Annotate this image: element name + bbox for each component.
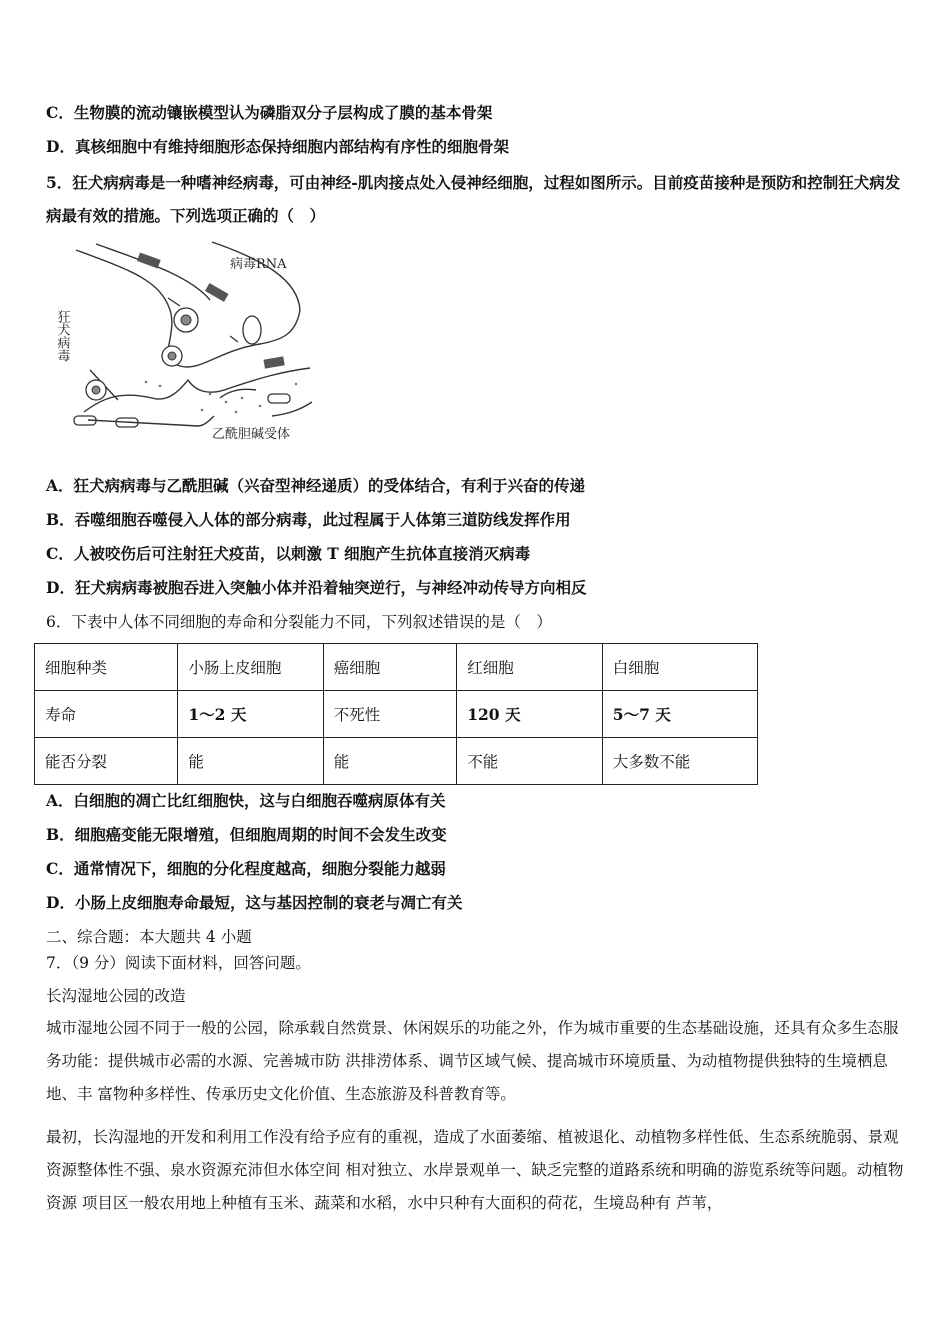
table-cell: 小肠上皮细胞 [178, 644, 323, 691]
q4-option-d: D．真核细胞中有维持细胞形态保持细胞内部结构有序性的细胞骨架 [46, 137, 509, 156]
q6-stem: 6．下表中人体不同细胞的寿命和分裂能力不同，下列叙述错误的是（ ） [46, 613, 552, 631]
table-cell: 能 [323, 738, 457, 785]
table-cell: 120 天 [457, 691, 603, 738]
q5-option-d: D．狂犬病病毒被胞吞进入突触小体并沿着轴突逆行，与神经冲动传导方向相反 [46, 578, 587, 597]
table-row [35, 644, 758, 691]
table-cell: 1～2 天 [178, 691, 323, 738]
section-heading: 二、综合题：本大题共 4 小题 [46, 928, 252, 946]
q6-option-c: C．通常情况下，细胞的分化程度越高，细胞分裂能力越弱 [46, 859, 446, 878]
q5-option-b: B．吞噬细胞吞噬侵入人体的部分病毒，此过程属于人体第三道防线发挥作用 [46, 510, 571, 529]
table-row [35, 738, 758, 785]
q5-option-c: C．人被咬伤后可注射狂犬疫苗，以刺激 T 细胞产生抗体直接消灭病毒 [46, 544, 531, 563]
table-cell: 寿命 [35, 691, 178, 738]
q6-option-d: D．小肠上皮细胞寿命最短，这与基因控制的衰老与凋亡有关 [46, 893, 463, 912]
q5-stem: 5．狂犬病病毒是一种嗜神经病毒，可由神经-肌肉接点处入侵神经细胞，过程如图所示。目前疫苗接种是预防和控制狂犬病发病最有效的措施。下列选项正确的（ ） [46, 173, 901, 225]
q7-stem: 7．（9 分）阅读下面材料，回答问题。 [46, 954, 311, 972]
article-paragraph-2: 最初，长沟湿地的开发和利用工作没有给予应有的重视，造成了水面萎缩、植被退化、动植物多样性低、生态系统脆弱、景观资源整体性不强、泉水资源充沛但水体空间 相对独立、水岸景观单一、缺乏完整的道路系统和明确的游览系统等问题。动植物资源 项目区一般农用地上种植有玉米、蔬菜和水稻，水中只种有大面积的荷花，生境岛种有 芦苇， [46, 1128, 904, 1212]
table-cell: 能 [178, 738, 323, 785]
table-cell: 大多数不能 [602, 738, 757, 785]
article-paragraph-1: 城市湿地公园不同于一般的公园，除承载自然赏景、休闲娱乐的功能之外，作为城市重要的生态基础设施，还具有众多生态服务功能：提供城市必需的水源、完善城市防 洪排涝体系、调节区域气候、提高城市环境质量、为动植物提供独特的生境栖息地、丰 富物种多样性、传承历史文化价值、生态旅游及科普教育等。 [46, 1019, 899, 1103]
article-title: 长沟湿地公园的改造 [46, 987, 186, 1005]
table-cell: 不死性 [323, 691, 457, 738]
neuromuscular-junction-figure [54, 240, 320, 445]
q4-option-c: C．生物膜的流动镶嵌模型认为磷脂双分子层构成了膜的基本骨架 [46, 103, 493, 122]
q6-option-b: B．细胞癌变能无限增殖，但细胞周期的时间不会发生改变 [46, 825, 447, 844]
table-cell: 能否分裂 [35, 738, 178, 785]
table-cell: 细胞种类 [35, 644, 178, 691]
table-cell: 红细胞 [457, 644, 603, 691]
table-row [35, 691, 758, 738]
label-virus-rna: 病毒RNA [230, 257, 287, 272]
label-rabies-virus: 狂犬病毒 [54, 310, 70, 362]
q5-option-a: A．狂犬病病毒与乙酰胆碱（兴奋型神经递质）的受体结合，有利于兴奋的传递 [46, 476, 586, 495]
label-acetylcholine-receptor: 乙酰胆碱受体 [212, 427, 291, 442]
table-cell: 不能 [457, 738, 603, 785]
q6-option-a: A．白细胞的凋亡比红细胞快，这与白细胞吞噬病原体有关 [46, 791, 446, 810]
table-cell: 5～7 天 [602, 691, 757, 738]
cell-lifespan-table [34, 643, 758, 785]
table-cell: 癌细胞 [323, 644, 457, 691]
table-cell: 白细胞 [602, 644, 757, 691]
